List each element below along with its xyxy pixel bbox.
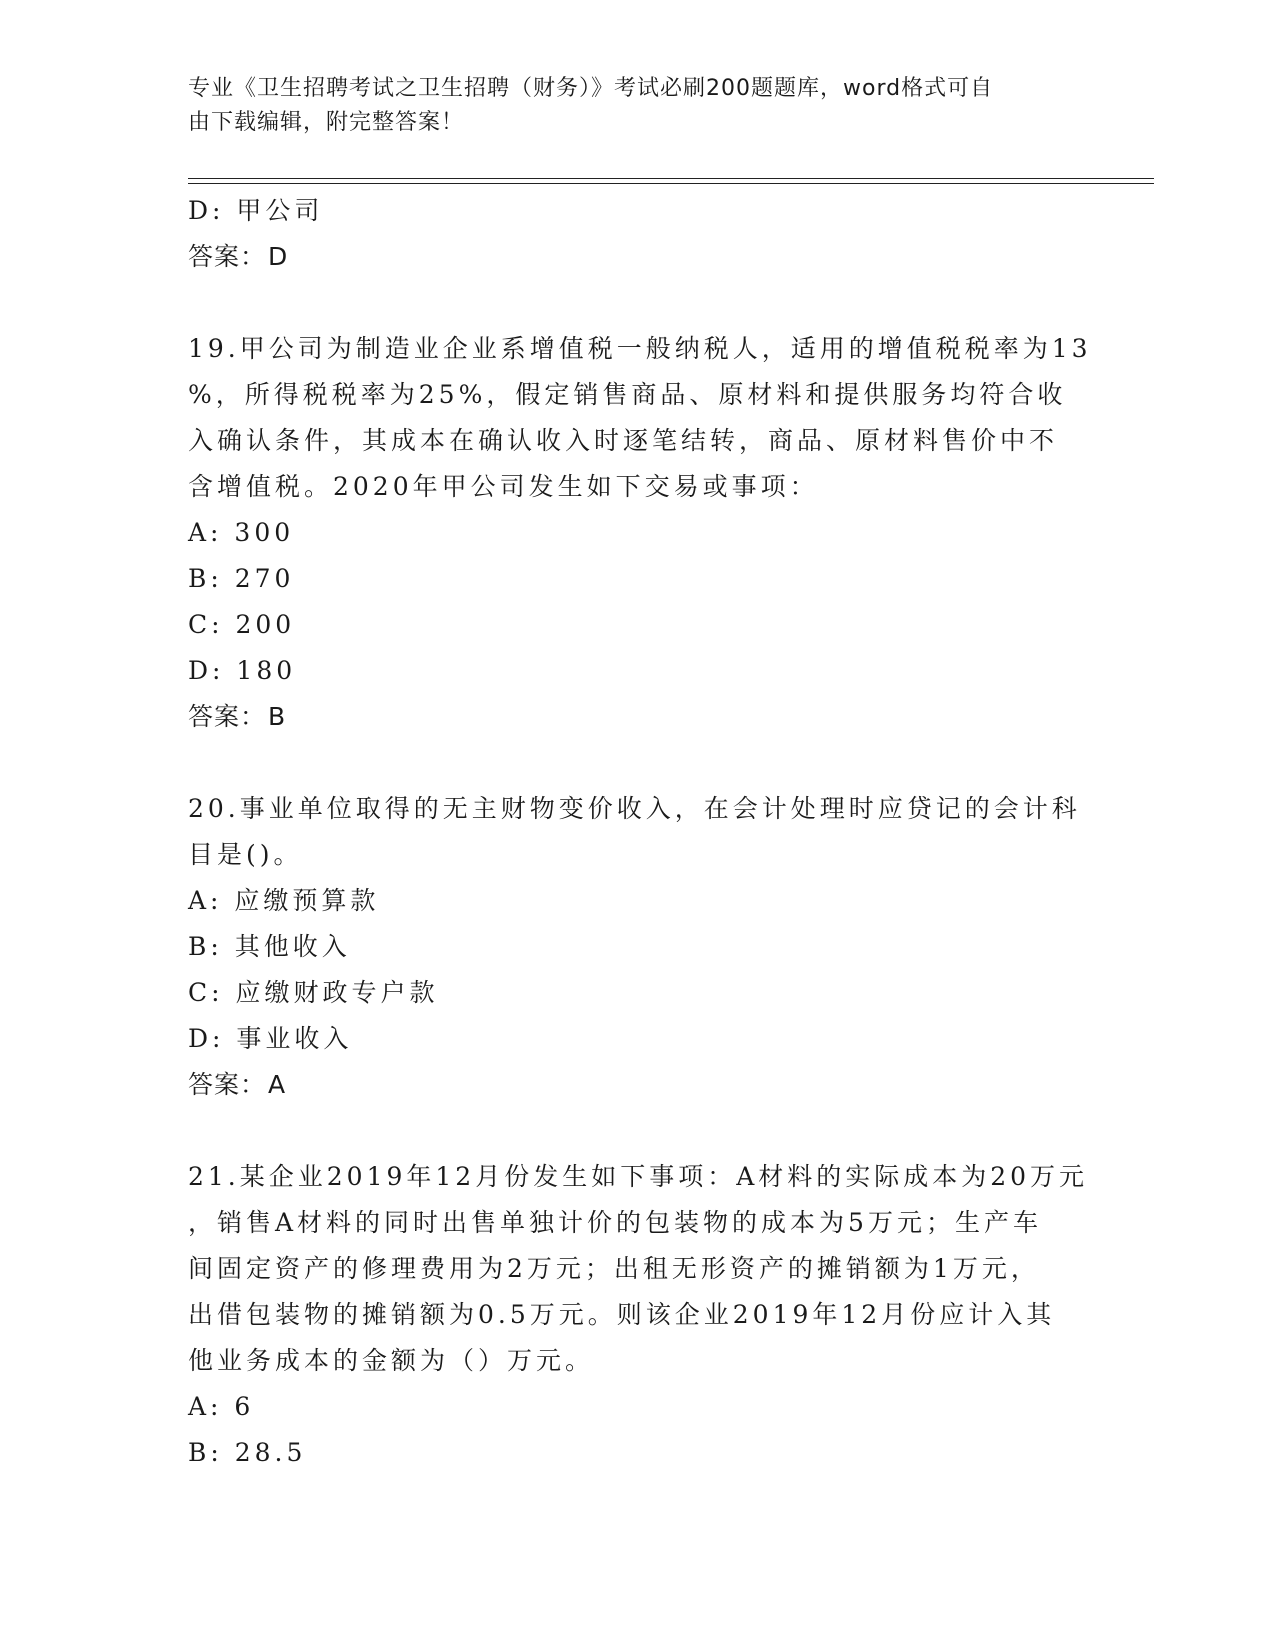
option-a: A: 300 (188, 518, 295, 547)
option-d: D: 事业收入 (188, 1024, 353, 1053)
option-b: B: 28.5 (188, 1438, 307, 1467)
answer-label: 答案： (188, 702, 267, 731)
answer-label: 答案： (188, 242, 267, 271)
header-divider-bottom (188, 183, 1154, 184)
answer-value: D (268, 242, 289, 271)
answer-value: A (268, 1070, 287, 1099)
answer-line (188, 234, 1088, 280)
question-21 (188, 1154, 1088, 1476)
option-a: A: 应缴预算款 (188, 886, 380, 915)
answer-label: 答案： (188, 1070, 267, 1099)
question-stem-line: 他业务成本的金额为（）万元。 (188, 1346, 595, 1375)
question-20 (188, 786, 1088, 1108)
answer-value: B (268, 702, 287, 731)
header-divider-top (188, 178, 1154, 179)
question-stem-line: 出借包装物的摊销额为0.5万元。则该企业2019年12月份应计入其 (188, 1300, 1056, 1329)
question-stem-line: 19.甲公司为制造业企业系增值税一般纳税人，适用的增值税税率为13 (188, 334, 1092, 363)
question-stem-line: ，销售A材料的同时出售单独计价的包装物的成本为5万元；生产车 (188, 1208, 1042, 1237)
option-d: D: 甲公司 (188, 196, 324, 225)
option-d: D: 180 (188, 656, 297, 685)
question-stem-line: 入确认条件，其成本在确认收入时逐笔结转，商品、原材料售价中不 (188, 426, 1059, 455)
question-19 (188, 326, 1092, 740)
answer-line (188, 1062, 1088, 1108)
option-b: B: 其他收入 (188, 932, 351, 961)
question-stem-line: 目是()。 (188, 840, 303, 869)
option-c: C: 应缴财政专户款 (188, 978, 439, 1007)
header-line-1: 专业《卫生招聘考试之卫生招聘（财务）》考试必刷200题题库，word格式可自 (188, 76, 994, 101)
question-stem-line: 间固定资产的修理费用为2万元；出租无形资产的摊销额为1万元， (188, 1254, 1040, 1283)
question-stem-line: 21.某企业2019年12月份发生如下事项：A材料的实际成本为20万元 (188, 1162, 1089, 1191)
document-header (188, 72, 1088, 140)
question-list (188, 188, 1092, 1476)
option-b: B: 270 (188, 564, 295, 593)
question-stem-line: 含增值税。2020年甲公司发生如下交易或事项： (188, 472, 819, 501)
question-stem-line: 20.事业单位取得的无主财物变价收入，在会计处理时应贷记的会计科 (188, 794, 1081, 823)
answer-line (188, 694, 1088, 740)
question-stem-line: %，所得税税率为25%，假定销售商品、原材料和提供服务均符合收 (188, 380, 1067, 409)
option-c: C: 200 (188, 610, 296, 639)
header-line-2: 由下载编辑，附完整答案！ (188, 110, 465, 135)
option-a: A: 6 (188, 1392, 255, 1421)
